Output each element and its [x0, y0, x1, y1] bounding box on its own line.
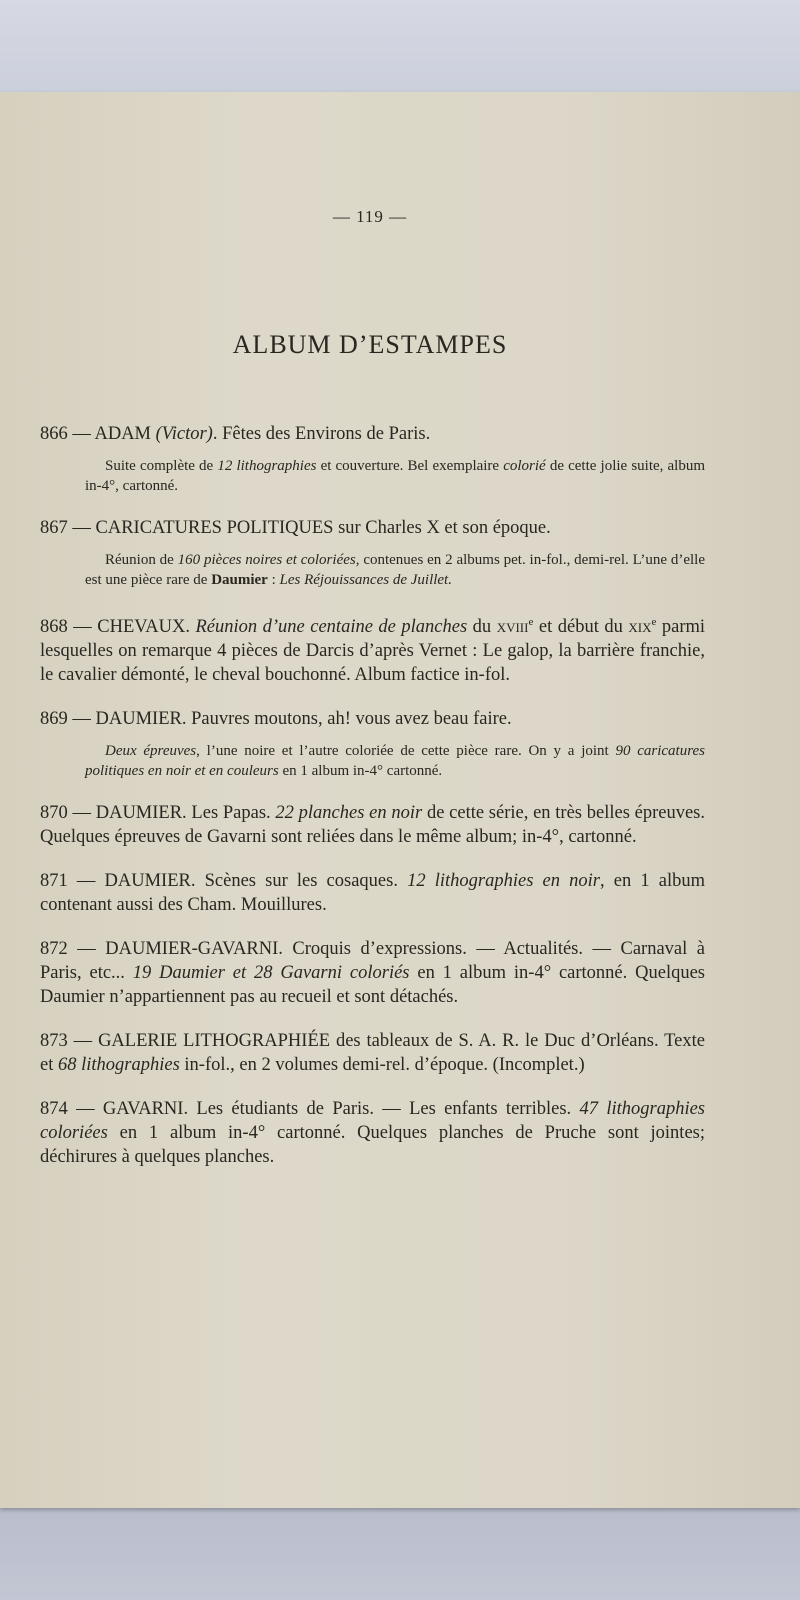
text-run: 12 lithographies	[217, 458, 317, 474]
text-run: xix	[628, 617, 652, 638]
text-run: et couverture. Bel exemplaire	[316, 458, 504, 474]
lot-note	[85, 550, 705, 590]
lot-description	[40, 516, 705, 540]
text-run: — DAUMIER-GAVARNI. Croquis d’expressions. — Actualités. — Carnaval à Paris, etc...	[40, 939, 705, 984]
text-run: colorié	[503, 458, 546, 474]
text-run: — GAVARNI. Les étudiants de Paris. — Les enfants terribles.	[67, 1099, 580, 1120]
lot-description	[40, 1097, 705, 1169]
text-run: 12 lithographies en noir	[407, 871, 600, 892]
lot-entry	[40, 869, 705, 917]
text-run: . Fêtes des Environs de Paris.	[212, 424, 431, 444]
lot-note	[85, 741, 705, 781]
text-run: Réunion d’une centaine de planches	[195, 617, 468, 638]
text-run: , l’une noire et l’autre coloriée de cette pièce rare. On y a joint	[196, 743, 616, 760]
text-run: Deux épreuves	[105, 743, 197, 760]
lot-entry	[40, 1097, 705, 1169]
text-run: e	[528, 616, 534, 628]
lot-note	[85, 456, 705, 496]
catalogue-page	[0, 92, 800, 1508]
text-run: de cette jolie suite, album in-4°, cartonné.	[85, 458, 706, 494]
lot-number: 868	[40, 617, 68, 638]
text-run: Réunion de	[105, 552, 178, 568]
text-run: parmi lesquelles on remarque 4 pièces de Darcis d’après Vernet : Le galop, la barrière franchie, le cavalier démonté, le cheval bouchonné. Album factice in-fol.	[40, 617, 706, 686]
text-run: du	[467, 617, 497, 638]
text-run: — CHEVAUX.	[67, 617, 196, 638]
lot-number: 874	[40, 1099, 68, 1120]
section-title: ALBUM D’ESTAMPES	[232, 330, 508, 359]
lot-description	[40, 422, 705, 446]
text-run: , contenues en 2 albums pet. in-fol., demi-rel. L’une d’elle est une pièce rare de	[85, 552, 705, 588]
text-run: xviii	[496, 617, 529, 638]
text-run: — DAUMIER. Scènes sur les cosaques.	[67, 871, 408, 892]
text-run: et début du	[533, 617, 629, 638]
text-run: en 1 album in-4° cartonné. Quelques Daumier n’appartiennent pas au recueil et sont détachés.	[40, 963, 706, 1008]
lot-number: 871	[40, 871, 68, 892]
lot-entry	[40, 937, 705, 1009]
lot-entry	[40, 1029, 705, 1077]
page-number: — 119 —	[332, 207, 408, 226]
backdrop-top	[0, 0, 800, 95]
text-run: en 1 album in-4° cartonné. Quelques planches de Pruche sont jointes; déchirures à quelques planches.	[40, 1123, 705, 1168]
text-run: — DAUMIER. Les Papas.	[67, 803, 276, 824]
text-run: de cette série, en très belles épreuves. Quelques épreuves de Gavarni sont reliées dans le même album; in-4°, cartonné.	[40, 803, 706, 848]
lot-entry	[40, 610, 705, 687]
lot-number: 870	[40, 803, 68, 824]
text-run: 68 lithographies	[57, 1055, 180, 1076]
text-run: e	[651, 616, 657, 628]
text-run: Daumier	[211, 572, 268, 588]
text-run: en 1 album in-4° cartonné.	[278, 763, 443, 780]
text-run: — GALERIE LITHOGRAPHIÉE des tableaux de S. A. R. le Duc d’Orléans. Texte et	[40, 1031, 705, 1076]
lot-description	[40, 869, 705, 917]
lot-description	[40, 707, 705, 731]
text-run: — ADAM	[67, 424, 156, 444]
backdrop-bottom	[0, 1505, 800, 1600]
lot-number: 873	[40, 1031, 68, 1052]
lot-entry	[40, 516, 705, 590]
lot-entry	[40, 707, 705, 781]
lot-description	[40, 610, 705, 687]
text-run: (Victor)	[155, 424, 213, 444]
lot-entry	[40, 801, 705, 849]
lot-description	[40, 801, 705, 849]
text-run: Les Réjouissances de Juillet.	[279, 572, 452, 588]
text-run: — CARICATURES POLITIQUES sur Charles X et son époque.	[67, 518, 551, 538]
lot-description	[40, 937, 705, 1009]
lot-number: 872	[40, 939, 68, 960]
lot-number: 867	[40, 518, 68, 538]
lot-number: 866	[40, 424, 68, 444]
text-run: 19 Daumier et 28 Gavarni coloriés	[132, 963, 410, 984]
text-run: 90 caricatures politiques en noir et en couleurs	[85, 743, 705, 780]
text-run: Suite complète de	[105, 458, 218, 474]
text-run: 22 planches en noir	[275, 803, 423, 824]
text-run: 160 pièces noires et coloriées	[177, 552, 356, 568]
text-run: in-fol., en 2 volumes demi-rel. d’époque. (Incomplet.)	[179, 1055, 585, 1076]
lot-number: 869	[40, 709, 68, 730]
entry-list	[40, 422, 705, 1189]
text-run: — DAUMIER. Pauvres moutons, ah! vous avez beau faire.	[67, 709, 512, 730]
text-run: 47 lithographies coloriées	[40, 1099, 705, 1144]
text-run: , en 1 album contenant aussi des Cham. Mouillures.	[40, 871, 705, 916]
lot-description	[40, 1029, 705, 1077]
text-run: :	[267, 572, 280, 588]
lot-entry	[40, 422, 705, 496]
